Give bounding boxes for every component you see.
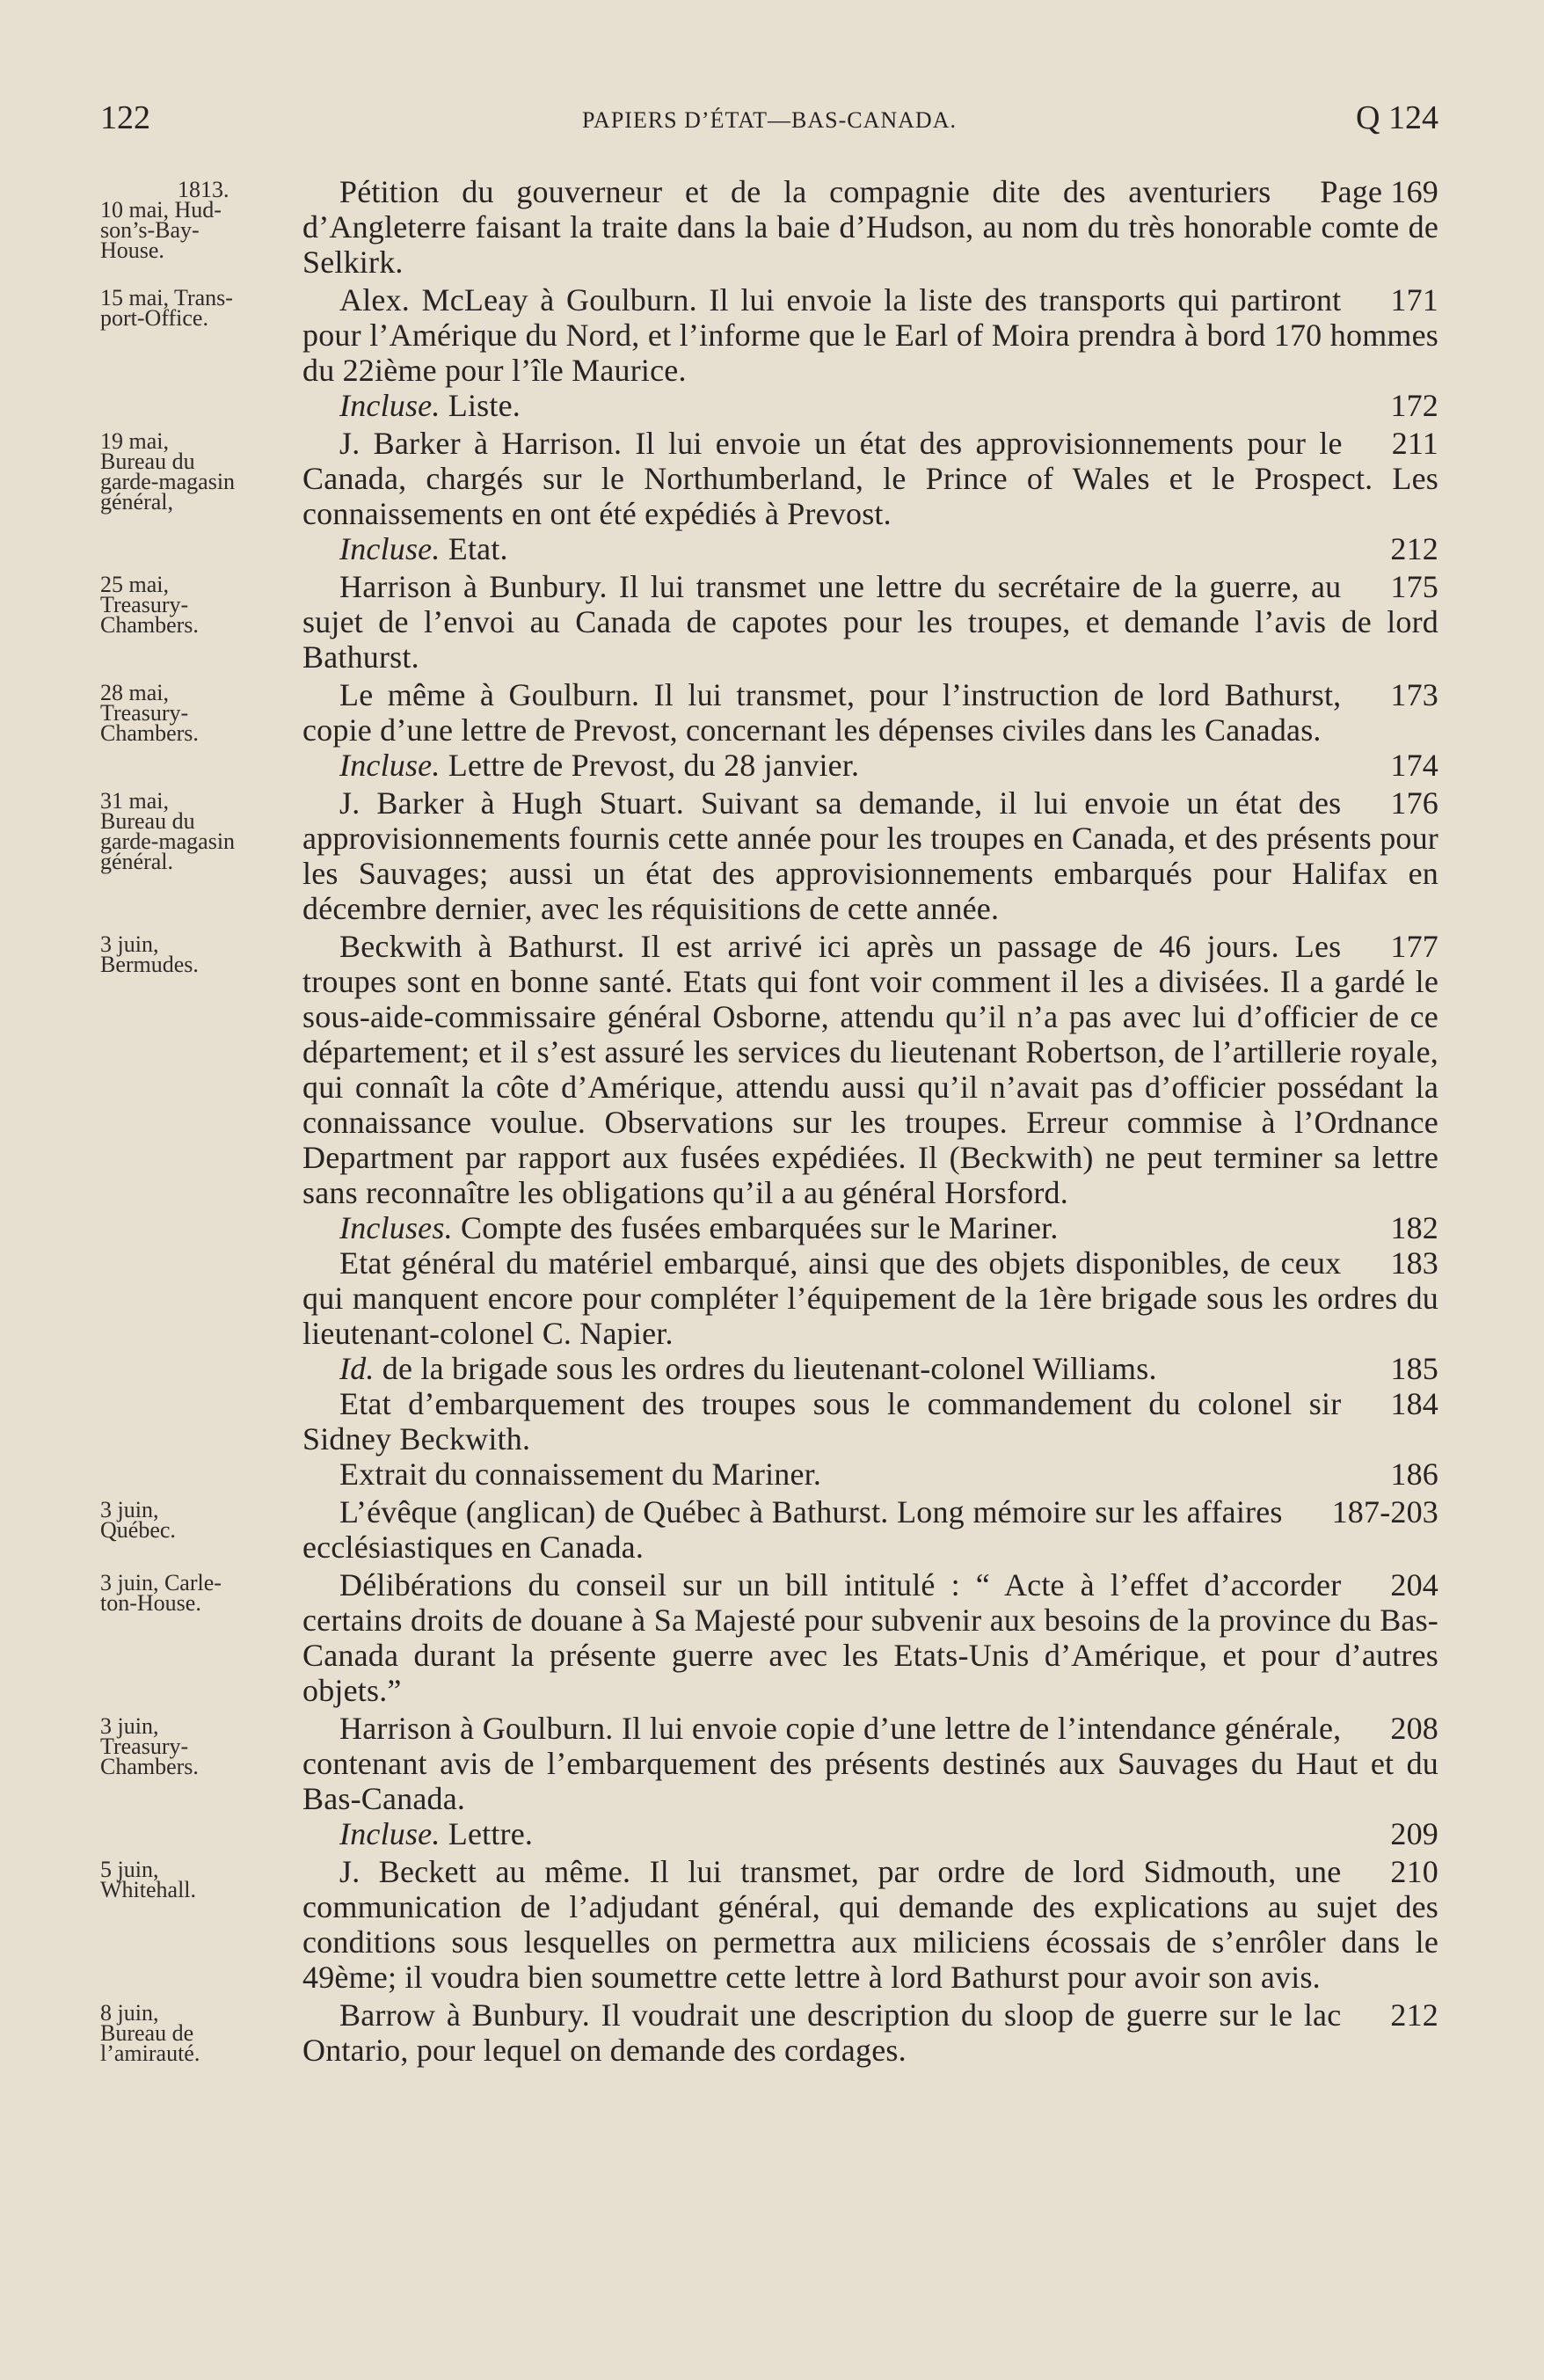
enclosure-line xyxy=(302,531,1438,566)
entry-text xyxy=(302,282,1438,388)
calendar-entry xyxy=(100,1494,1438,1565)
entry-date-line: 25 mai, xyxy=(100,572,169,597)
entry-date-line: Chambers. xyxy=(100,1754,199,1779)
enclosure-line xyxy=(302,1456,1438,1492)
entry-date xyxy=(100,680,285,746)
entry-summary: J. Barker à Harrison. Il lui envoie un état des approvisionnements pour le Canada, chargés sur le Northumberland, le Prince of Wales et le Prospect. Les connaissements en ont été expédiés à Prevost. xyxy=(302,426,1438,531)
entry-text xyxy=(302,785,1438,926)
enclosure-line xyxy=(302,1351,1438,1386)
entry-summary: L’évêque (anglican) de Québec à Bathurst. Long mémoire sur les affaires ecclésiastiques en Canada. xyxy=(302,1494,1283,1565)
entry-date xyxy=(100,1713,285,1779)
enclosure-line xyxy=(302,748,1438,783)
enclosure-label: Incluse. xyxy=(339,531,441,566)
entry-date xyxy=(100,2000,285,2066)
page-number: 122 xyxy=(100,99,150,136)
entry-date-line: 8 juin, xyxy=(100,2000,159,2026)
entry-page-ref: 187-203 xyxy=(1331,1494,1438,1529)
entry-date-line: House. xyxy=(100,237,164,263)
entry-date-line: son’s-Bay- xyxy=(100,217,200,243)
entry-body xyxy=(302,1711,1438,1851)
entry-body xyxy=(302,282,1438,423)
enclosure-page-ref: 212 xyxy=(1390,531,1438,566)
calendar-entry xyxy=(100,426,1438,566)
entry-summary: Barrow à Bunbury. Il voudrait une description du sloop de guerre sur le lac Ontario, pour lequel on demande des cordages. xyxy=(302,1997,1342,2068)
entry-date-line: 28 mai, xyxy=(100,680,169,705)
entry-date-line: Bureau du xyxy=(100,808,195,834)
entry-date xyxy=(100,788,285,874)
entry-date-line: l’amirauté. xyxy=(100,2041,200,2066)
entry-page-ref: 175 xyxy=(1390,569,1438,604)
enclosure-text: Lettre. xyxy=(448,1816,534,1851)
entry-date-line: 3 juin, xyxy=(100,931,159,957)
entry-date-line: garde-magasin xyxy=(100,829,236,854)
enclosure-text: Compte des fusées embarquées sur le Mariner. xyxy=(460,1210,1059,1245)
entry-text xyxy=(302,929,1438,1210)
entry-text xyxy=(302,677,1438,748)
entry-date-line: garde-magasin xyxy=(100,469,236,494)
entry-date-line: 31 mai, xyxy=(100,788,169,814)
entry-page-ref: 176 xyxy=(1390,785,1438,821)
entry-text xyxy=(302,1567,1438,1708)
entry-date-line: port-Office. xyxy=(100,305,208,331)
entry-date-line: Bermudes. xyxy=(100,952,199,977)
entry-date-line: Treasury- xyxy=(100,700,189,726)
entry-date-line: Québec. xyxy=(100,1517,176,1543)
entry-summary: Délibérations du conseil sur un bill intitulé : “ Acte à l’effet d’accorder certains droits de douane à Sa Majesté pour subvenir aux besoins de la province du Bas-Canada durant la présente guerre avec les Etats-Unis d’Amérique, et pour d’autres objets.” xyxy=(302,1567,1438,1708)
calendar-entry xyxy=(100,929,1438,1492)
entry-summary: Harrison à Goulburn. Il lui envoie copie d’une lettre de l’intendance générale, contenant avis de l’embarquement des présents destinés aux Sauvages du Haut et du Bas-Canada. xyxy=(302,1711,1438,1816)
entry-body xyxy=(302,1494,1438,1565)
enclosure-text: Liste. xyxy=(448,388,521,423)
calendar-entry xyxy=(100,1997,1438,2068)
entry-date-line: général. xyxy=(100,849,174,874)
calendar-entry xyxy=(100,1854,1438,1995)
entry-body xyxy=(302,1997,1438,2068)
entry-date xyxy=(100,572,285,638)
calendar-entry xyxy=(100,282,1438,423)
entry-summary: Le même à Goulburn. Il lui transmet, pour l’instruction de lord Bathurst, copie d’une lettre de Prevost, concernant les dépenses civiles dans les Canadas. xyxy=(302,677,1342,748)
entry-body xyxy=(302,785,1438,926)
entry-page-ref: 212 xyxy=(1390,1997,1438,2033)
entry-date-line: 15 mai, Trans- xyxy=(100,285,233,310)
entry-body xyxy=(302,426,1438,566)
enclosure-text: Etat d’embarquement des troupes sous le commandement du colonel sir Sidney Beckwith. xyxy=(302,1386,1342,1456)
enclosure-text: Etat général du matériel embarqué, ainsi que des objets disponibles, de ceux qui manquent encore pour compléter l’équipement de la 1ère brigade sous les ordres du lieutenant-colonel C. Napier. xyxy=(302,1245,1438,1351)
entry-text xyxy=(302,426,1438,531)
entry-date-line: 3 juin, xyxy=(100,1497,159,1522)
entry-year: 1813. xyxy=(178,177,229,202)
enclosure-line xyxy=(302,1210,1438,1245)
enclosure-page-ref: 186 xyxy=(1390,1456,1438,1492)
entry-text xyxy=(302,1711,1438,1816)
enclosure-page-ref: 185 xyxy=(1390,1351,1438,1386)
entry-summary: J. Barker à Hugh Stuart. Suivant sa demande, il lui envoie un état des approvisionnements fournis cette année pour les troupes en Canada, et des présents pour les Sauvages; aussi un état des approvisionnements embarqués pour Halifax en décembre dernier, avec les réquisitions de cette année. xyxy=(302,785,1438,926)
entry-date xyxy=(100,931,285,977)
enclosure-text: Etat. xyxy=(448,531,508,566)
enclosure-label: Id. xyxy=(339,1351,375,1386)
entry-date xyxy=(100,285,285,331)
enclosure-line xyxy=(302,1245,1438,1351)
entry-date-line: Chambers. xyxy=(100,612,199,638)
calendar-entry xyxy=(100,569,1438,675)
entry-text xyxy=(302,1854,1438,1995)
entry-date-line: ton-House. xyxy=(100,1590,201,1616)
enclosure-label: Incluse. xyxy=(339,748,441,783)
enclosure-text: Lettre de Prevost, du 28 janvier. xyxy=(448,748,860,783)
entry-summary: Pétition du gouverneur et de la compagnie dite des aventuriers d’Angleterre faisant la traite dans la baie d’Hudson, au nom du très honorable comte de Selkirk. xyxy=(302,174,1438,280)
enclosure-text: de la brigade sous les ordres du lieutenant-colonel Williams. xyxy=(382,1351,1157,1386)
entry-text xyxy=(302,569,1438,675)
entry-summary: J. Beckett au même. Il lui transmet, par ordre de lord Sidmouth, une communication de l’adjudant général, qui demande des explications au sujet des conditions sous lesquelles on permettra aux miliciens écossais de s’enrôler dans le 49ème; il voudra bien soumettre cette lettre à lord Bathurst pour avoir son avis. xyxy=(302,1854,1438,1995)
entry-date-line: général, xyxy=(100,489,174,515)
enclosure-page-ref: 174 xyxy=(1390,748,1438,783)
enclosure-page-ref: 182 xyxy=(1390,1210,1438,1245)
entry-text xyxy=(302,1997,1438,2068)
enclosure-line xyxy=(302,1816,1438,1851)
enclosure-line xyxy=(302,1386,1438,1456)
entry-summary: Beckwith à Bathurst. Il est arrivé ici après un passage de 46 jours. Les troupes sont en bonne santé. Etats qui font voir comment il les a divisées. Il a gardé le sous-aide-commissaire général Osborne, attendu qu’il n’a pas avec lui d’officier de ce département; et il s’est assuré les services du lieutenant Robertson, de l’artillerie royale, qui connaît la côte d’Amérique, attendu aussi qu’il n’avait pas d’officier possédant la connaissance voulue. Observations sur les troupes. Erreur commise à l’Ordnance Department par rapport aux fusées expédiées. Il (Beckwith) ne peut terminer sa lettre sans reconnaître les obligations qu’il a au général Horsford. xyxy=(302,929,1438,1210)
enclosure-page-ref: 209 xyxy=(1390,1816,1438,1851)
calendar-entry xyxy=(100,785,1438,926)
entry-page-ref: 177 xyxy=(1390,929,1438,964)
entry-page-ref: 208 xyxy=(1390,1711,1438,1746)
entry-date-line: 5 juin, xyxy=(100,1857,159,1882)
entry-page-ref: 173 xyxy=(1390,677,1438,712)
entry-text xyxy=(302,1494,1438,1565)
entry-body xyxy=(302,1567,1438,1708)
enclosure-text: Extrait du connaissement du Mariner. xyxy=(339,1456,822,1492)
entry-date-line: Bureau de xyxy=(100,2020,194,2046)
entry-text xyxy=(302,174,1438,280)
entry-summary: Alex. McLeay à Goulburn. Il lui envoie la liste des transports qui partiront pour l’Amérique du Nord, et l’informe que le Earl of Moira prendra à bord 170 hommes du 22ième pour l’île Maurice. xyxy=(302,282,1438,388)
entry-date xyxy=(100,1497,285,1543)
enclosure-line xyxy=(302,388,1438,423)
entry-page-ref: 211 xyxy=(1391,426,1438,461)
calendar-entries xyxy=(100,174,1438,2070)
enclosure-page-ref: 172 xyxy=(1390,388,1438,423)
enclosure-page-ref: 183 xyxy=(1390,1245,1438,1281)
entry-date-line: 3 juin, xyxy=(100,1713,159,1739)
entry-summary: Harrison à Bunbury. Il lui transmet une lettre du secrétaire de la guerre, au sujet de l’envoi au Canada de capotes pour les troupes, et demande l’avis de lord Bathurst. xyxy=(302,569,1438,675)
entry-body xyxy=(302,677,1438,783)
calendar-entry xyxy=(100,1567,1438,1708)
entry-page-ref: Page 169 xyxy=(1320,174,1438,209)
calendar-entry xyxy=(100,174,1438,280)
volume-reference: Q 124 xyxy=(1356,99,1438,136)
entry-date-line: Whitehall. xyxy=(100,1877,197,1902)
page-header xyxy=(100,99,1438,142)
entry-date-line: Treasury- xyxy=(100,1734,189,1759)
entry-date-line: 19 mai, xyxy=(100,428,169,454)
entry-body xyxy=(302,569,1438,675)
enclosure-label: Incluse. xyxy=(339,388,441,423)
entry-body xyxy=(302,174,1438,280)
entry-date xyxy=(100,428,285,515)
entry-date xyxy=(100,1570,285,1616)
calendar-entry xyxy=(100,1711,1438,1851)
entry-page-ref: 171 xyxy=(1390,282,1438,318)
entry-date-line: Bureau du xyxy=(100,449,195,474)
entry-body xyxy=(302,929,1438,1492)
entry-date-line: 10 mai, Hud- xyxy=(100,197,222,223)
entry-date xyxy=(100,177,285,263)
enclosure-page-ref: 184 xyxy=(1390,1386,1438,1421)
running-title: PAPIERS D’ÉTAT—BAS-CANADA. xyxy=(581,107,957,133)
entry-page-ref: 204 xyxy=(1390,1567,1438,1602)
calendar-entry xyxy=(100,677,1438,783)
enclosure-label: Incluse. xyxy=(339,1816,441,1851)
entry-date-line: Treasury- xyxy=(100,592,189,617)
enclosure-label: Incluses. xyxy=(339,1210,453,1245)
entry-body xyxy=(302,1854,1438,1995)
entry-date xyxy=(100,1859,285,1900)
entry-date-line: 3 juin, Carle- xyxy=(100,1570,222,1595)
entry-page-ref: 210 xyxy=(1390,1854,1438,1889)
entry-date-line: Chambers. xyxy=(100,720,199,746)
